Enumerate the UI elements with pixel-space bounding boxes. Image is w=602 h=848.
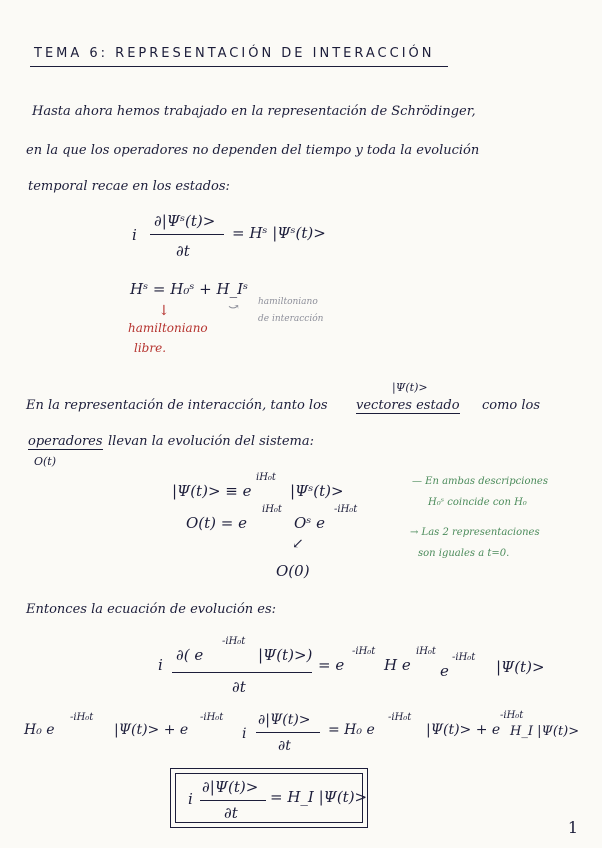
op-def-exp1: iH₀t <box>262 504 282 515</box>
expansion-i: i <box>242 726 247 742</box>
evolution-rhs-exp3: -iH₀t <box>452 652 476 663</box>
side-note-2b: son iguales a t=0. <box>418 548 510 559</box>
ket-annotation: |Ψ(t)> <box>392 381 428 394</box>
expansion-num: ∂|Ψ(t)> <box>258 712 311 728</box>
side-note-2a: → Las 2 representaciones <box>410 527 540 538</box>
free-label-1: hamiltoniano <box>128 321 208 335</box>
evolution-num-b: |Ψ(t)>) <box>258 646 313 664</box>
side-note-1b: H₀ˢ coincide con H₀ <box>428 497 527 508</box>
operator-annotation: O(t) <box>34 455 57 468</box>
evolution-den: ∂t <box>232 678 246 696</box>
state-def-exp: iH₀t <box>256 472 276 483</box>
expansion-exp3: -iH₀t <box>388 712 412 723</box>
vectors-state-phrase: vectores estado <box>356 398 460 413</box>
evolution-rhs-b: H e <box>384 656 411 674</box>
evolution-num-a: ∂( e <box>176 646 204 664</box>
state-def-a: |Ψ(t)> ≡ e <box>172 482 252 500</box>
expansion-den: ∂t <box>278 738 291 754</box>
side-note-1a: — En ambas descripciones <box>412 476 548 487</box>
schrodinger-fraction-line <box>150 234 224 235</box>
page-number: 1 <box>567 818 578 837</box>
expansion-c: = H₀ e <box>328 722 375 738</box>
schrodinger-i: i <box>132 226 137 244</box>
op-def-a: O(t) = e <box>186 514 248 532</box>
intro-line-1: Hasta ahora hemos trabajado en la representación de Schrödinger, <box>32 104 476 119</box>
state-def-b: |Ψˢ(t)> <box>290 482 344 500</box>
free-arrow: ↓ <box>158 303 170 319</box>
expansion-d: |Ψ(t)> + e <box>426 722 501 738</box>
interaction-line-1a: En la representación de interacción, tanto los <box>26 398 328 413</box>
op-def-exp2: -iH₀t <box>334 504 358 515</box>
expansion-exp1: -iH₀t <box>70 712 94 723</box>
expansion-b: |Ψ(t)> + e <box>114 722 189 738</box>
evolution-rhs-exp1: -iH₀t <box>352 646 376 657</box>
op-def-mid: Oˢ e <box>294 514 325 532</box>
evolution-rhs-c: e <box>440 662 449 680</box>
interaction-label-1: hamiltoniano <box>258 297 318 307</box>
interaction-line-1b: como los <box>482 398 541 413</box>
schrodinger-rhs: = Hˢ |Ψˢ(t)> <box>232 224 326 242</box>
boxed-den: ∂t <box>224 804 238 822</box>
schrodinger-denominator: ∂t <box>176 242 190 260</box>
evolution-rhs-a: = e <box>318 656 345 674</box>
boxed-i: i <box>188 790 193 808</box>
expansion-a: H₀ e <box>24 722 55 738</box>
schrodinger-numerator: ∂|Ψˢ(t)> <box>154 212 216 230</box>
boxed-num: ∂|Ψ(t)> <box>202 778 259 796</box>
interaction-line-2: llevan la evolución del sistema: <box>108 434 314 449</box>
intro-line-3: temporal recae en los estados: <box>28 179 230 194</box>
interaction-arrow: ⤻ <box>228 300 239 315</box>
evolution-i: i <box>158 656 163 674</box>
title-underline <box>30 66 448 67</box>
expansion-fraction-line <box>256 732 320 733</box>
op-arrow: ↙ <box>292 536 304 552</box>
expansion-exp4: -iH₀t <box>500 710 524 721</box>
free-label-2: libre. <box>134 341 167 355</box>
boxed-fraction-line <box>200 800 266 801</box>
evolution-num-exp: -iH₀t <box>222 636 246 647</box>
page-title: TEMA 6: REPRESENTACIÓN DE INTERACCIÓN <box>34 46 435 61</box>
op-initial: O(0) <box>276 562 310 580</box>
boxed-rhs: = H_I |Ψ(t)> <box>270 788 368 806</box>
expansion-exp2: -iH₀t <box>200 712 224 723</box>
operators-word: operadores <box>28 434 103 449</box>
evolution-fraction-line <box>172 672 312 673</box>
intro-line-2: en la que los operadores no dependen del tiempo y toda la evolución <box>26 143 480 158</box>
evolution-rhs-d: |Ψ(t)> <box>496 658 545 676</box>
expansion-e: H_I |Ψ(t)> <box>510 724 580 739</box>
interaction-label-2: de interacción <box>258 314 324 324</box>
evolution-intro: Entonces la ecuación de evolución es: <box>26 602 277 617</box>
evolution-rhs-exp2: iH₀t <box>416 646 436 657</box>
hamiltonian-split: Hˢ = H₀ˢ + H_Iˢ <box>130 280 249 298</box>
